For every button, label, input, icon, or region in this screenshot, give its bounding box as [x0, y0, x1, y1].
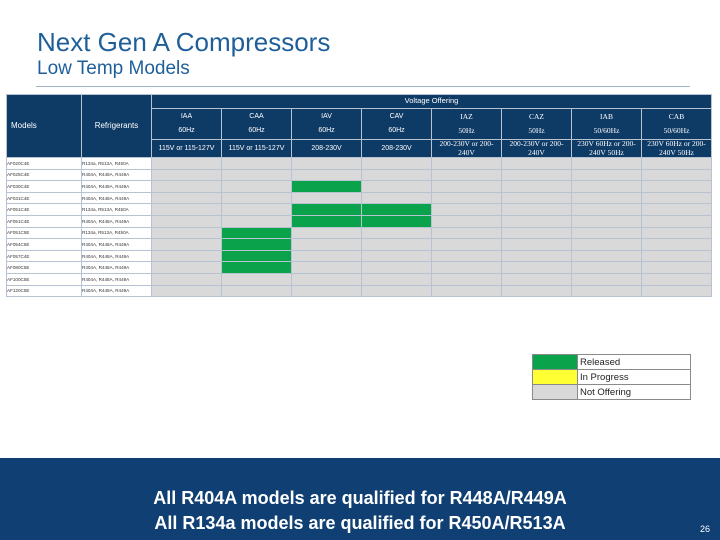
- refrigerant-cell: R134a, R513A, R450A: [82, 227, 152, 239]
- column-voltage-iaa: 115V or 115-127V: [152, 140, 222, 158]
- status-cell: [152, 285, 222, 297]
- status-cell: [502, 192, 572, 204]
- status-cell: [572, 227, 642, 239]
- voltage-offering-table: [6, 94, 712, 297]
- status-cell: [222, 273, 292, 285]
- status-cell: [152, 169, 222, 181]
- column-frequency: 60Hz: [318, 127, 335, 134]
- table-row: [7, 227, 712, 239]
- status-cell: [432, 262, 502, 274]
- status-cell: [432, 204, 502, 216]
- status-cell: [292, 285, 362, 297]
- status-cell: [502, 215, 572, 227]
- legend-item: [533, 385, 691, 400]
- table-row: [7, 192, 712, 204]
- table-row: [7, 158, 712, 170]
- slide-subtitle: Low Temp Models: [37, 58, 190, 79]
- column-voltage-iaz: 200-230V or 200-240V: [432, 140, 502, 158]
- legend-label: Released: [578, 355, 691, 370]
- status-cell: [642, 250, 712, 262]
- table-row: [7, 285, 712, 297]
- status-cell: [292, 181, 362, 193]
- legend-swatch: [533, 355, 578, 370]
- status-cell: [642, 227, 712, 239]
- status-cell: [432, 215, 502, 227]
- status-cell: [222, 215, 292, 227]
- legend-swatch: [533, 385, 578, 400]
- status-cell: [502, 204, 572, 216]
- status-cell: [642, 262, 712, 274]
- status-cell: [362, 239, 432, 251]
- voltage-offering-header: Voltage Offering: [152, 95, 712, 109]
- status-cell: [432, 181, 502, 193]
- status-cell: [362, 273, 432, 285]
- table-row: [7, 273, 712, 285]
- column-voltage-iav: 208-230V: [292, 140, 362, 158]
- table-row: [7, 262, 712, 274]
- status-cell: [292, 204, 362, 216]
- status-cell: [292, 262, 362, 274]
- status-cell: [502, 181, 572, 193]
- refrigerant-cell: R404A, R448A, R449A: [82, 239, 152, 251]
- column-voltage-cav: 208-230V: [362, 140, 432, 158]
- status-cell: [362, 181, 432, 193]
- legend-item: [533, 370, 691, 385]
- status-cell: [502, 250, 572, 262]
- refrigerant-cell: R404A, R448A, R449A: [82, 250, 152, 262]
- model-cell: AF100C5E: [7, 273, 82, 285]
- column-code: CAB: [668, 111, 685, 121]
- status-cell: [362, 192, 432, 204]
- model-cell: AF020C4E: [7, 158, 82, 170]
- status-cell: [432, 250, 502, 262]
- status-cell: [152, 158, 222, 170]
- status-cell: [222, 262, 292, 274]
- footer-note-r404a: All R404A models are qualified for R448A/R449A: [153, 488, 567, 508]
- status-cell: [642, 181, 712, 193]
- status-cell: [152, 215, 222, 227]
- column-frequency: 50Hz: [528, 126, 545, 135]
- model-cell: AF030C4E: [7, 181, 82, 193]
- column-header-iab: [572, 109, 642, 140]
- status-cell: [572, 239, 642, 251]
- column-code: IAV: [321, 113, 332, 121]
- table-row: [7, 181, 712, 193]
- status-cell: [222, 158, 292, 170]
- status-cell: [362, 285, 432, 297]
- status-cell: [152, 273, 222, 285]
- refrigerant-cell: R134a, R513A, R450A: [82, 158, 152, 170]
- model-cell: AF051C4E: [7, 204, 82, 216]
- status-cell: [432, 227, 502, 239]
- status-cell: [292, 250, 362, 262]
- status-cell: [362, 215, 432, 227]
- column-header-cav: [362, 109, 432, 140]
- status-cell: [432, 273, 502, 285]
- status-cell: [572, 262, 642, 274]
- status-cell: [432, 192, 502, 204]
- status-cell: [572, 273, 642, 285]
- model-cell: AF054C5E: [7, 239, 82, 251]
- status-legend: [532, 354, 691, 400]
- refrigerant-cell: R134a, R513A, R450A: [82, 204, 152, 216]
- status-cell: [642, 239, 712, 251]
- status-cell: [572, 192, 642, 204]
- status-cell: [222, 181, 292, 193]
- status-cell: [292, 169, 362, 181]
- column-code: CAA: [249, 113, 264, 121]
- status-cell: [432, 285, 502, 297]
- status-cell: [292, 158, 362, 170]
- refrigerant-cell: R404A, R448A, R449A: [82, 215, 152, 227]
- status-cell: [572, 158, 642, 170]
- status-cell: [642, 273, 712, 285]
- model-cell: AF051C4E: [7, 215, 82, 227]
- status-cell: [502, 227, 572, 239]
- table-row: [7, 215, 712, 227]
- status-cell: [362, 250, 432, 262]
- model-cell: AF080C5E: [7, 262, 82, 274]
- status-cell: [502, 285, 572, 297]
- refrigerant-cell: R404A, R448A, R449A: [82, 169, 152, 181]
- refrigerant-cell: R404A, R448A, R449A: [82, 262, 152, 274]
- status-cell: [222, 169, 292, 181]
- status-cell: [502, 273, 572, 285]
- status-cell: [222, 204, 292, 216]
- column-voltage-caa: 115V or 115-127V: [222, 140, 292, 158]
- column-frequency: 60Hz: [388, 127, 405, 134]
- status-cell: [222, 239, 292, 251]
- status-cell: [572, 169, 642, 181]
- status-cell: [572, 215, 642, 227]
- status-cell: [642, 192, 712, 204]
- status-cell: [502, 169, 572, 181]
- status-cell: [432, 158, 502, 170]
- column-frequency: 50/60Hz: [663, 126, 690, 135]
- status-cell: [152, 204, 222, 216]
- status-cell: [572, 250, 642, 262]
- status-cell: [642, 204, 712, 216]
- column-header-caz: [502, 109, 572, 140]
- status-cell: [292, 227, 362, 239]
- status-cell: [572, 285, 642, 297]
- status-cell: [152, 181, 222, 193]
- status-cell: [642, 158, 712, 170]
- column-code: CAV: [389, 113, 404, 121]
- status-cell: [362, 169, 432, 181]
- slide-title: Next Gen A Compressors: [37, 27, 331, 57]
- status-cell: [362, 204, 432, 216]
- page-number: 26: [699, 524, 710, 534]
- column-frequency: 60Hz: [178, 127, 195, 134]
- model-cell: AF031C4E: [7, 192, 82, 204]
- column-voltage-cab: 230V 60Hz or 200-240V 50Hz: [642, 140, 712, 158]
- status-cell: [292, 273, 362, 285]
- status-cell: [152, 192, 222, 204]
- status-cell: [362, 262, 432, 274]
- column-header-caa: [222, 109, 292, 140]
- status-cell: [642, 215, 712, 227]
- status-cell: [572, 181, 642, 193]
- refrigerants-header: Refrigerants: [82, 95, 152, 158]
- model-cell: AF120C5E: [7, 285, 82, 297]
- table-row: [7, 204, 712, 216]
- footer-note-r134a: All R134a models are qualified for R450A/R513A: [154, 513, 566, 533]
- status-cell: [222, 285, 292, 297]
- legend-item: [533, 355, 691, 370]
- legend-swatch: [533, 370, 578, 385]
- column-voltage-iab: 230V 60Hz or 200-240V 50Hz: [572, 140, 642, 158]
- status-cell: [292, 192, 362, 204]
- column-frequency: 50/60Hz: [593, 126, 620, 135]
- column-code: IAZ: [460, 111, 473, 121]
- status-cell: [362, 158, 432, 170]
- column-frequency: 60Hz: [248, 127, 265, 134]
- column-header-iaa: [152, 109, 222, 140]
- status-cell: [222, 192, 292, 204]
- model-cell: AF025C4E: [7, 169, 82, 181]
- status-cell: [152, 239, 222, 251]
- status-cell: [292, 239, 362, 251]
- status-cell: [432, 239, 502, 251]
- status-cell: [642, 169, 712, 181]
- status-cell: [642, 285, 712, 297]
- legend-label: Not Offering: [578, 385, 691, 400]
- status-cell: [222, 250, 292, 262]
- title-divider: [36, 86, 690, 87]
- column-header-iav: [292, 109, 362, 140]
- status-cell: [502, 262, 572, 274]
- column-code: IAA: [180, 113, 193, 121]
- table-row: [7, 250, 712, 262]
- status-cell: [292, 215, 362, 227]
- status-cell: [152, 262, 222, 274]
- column-header-cab: [642, 109, 712, 140]
- column-code: IAB: [600, 111, 613, 121]
- refrigerant-cell: R404A, R448A, R449A: [82, 285, 152, 297]
- legend-label: In Progress: [578, 370, 691, 385]
- status-cell: [502, 239, 572, 251]
- model-cell: AF057C4E: [7, 250, 82, 262]
- refrigerant-cell: R404A, R448A, R449A: [82, 273, 152, 285]
- status-cell: [362, 227, 432, 239]
- column-header-iaz: [432, 109, 502, 140]
- refrigerant-cell: R404A, R448A, R449A: [82, 181, 152, 193]
- models-header: Models: [7, 95, 82, 158]
- status-cell: [152, 227, 222, 239]
- status-cell: [432, 169, 502, 181]
- status-cell: [502, 158, 572, 170]
- column-code: CAZ: [529, 111, 544, 121]
- table-row: [7, 169, 712, 181]
- status-cell: [222, 227, 292, 239]
- model-cell: AF051C5E: [7, 227, 82, 239]
- table-row: [7, 239, 712, 251]
- status-cell: [572, 204, 642, 216]
- column-frequency: 50Hz: [458, 126, 475, 135]
- status-cell: [152, 250, 222, 262]
- column-voltage-caz: 200-230V or 200-240V: [502, 140, 572, 158]
- refrigerant-cell: R404A, R448A, R449A: [82, 192, 152, 204]
